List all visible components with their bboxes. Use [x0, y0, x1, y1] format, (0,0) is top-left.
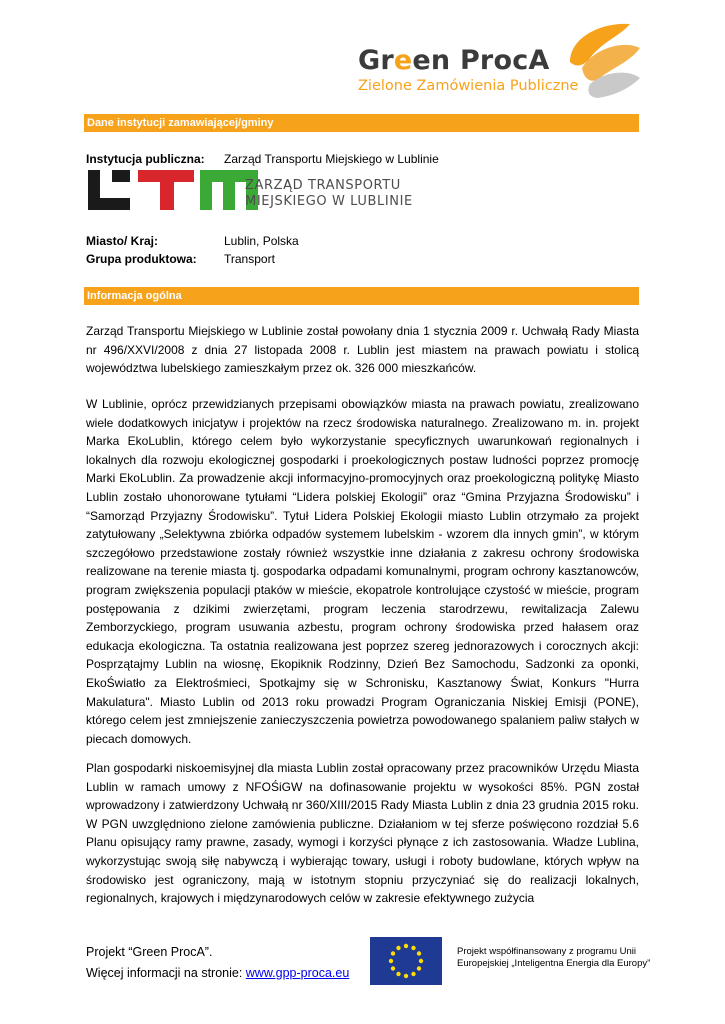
- brand-title: Green ProcA: [358, 45, 550, 76]
- paragraph-2: W Lublinie, oprócz przewidzianych przepisami obowiązków miasta na prawach powiatu, zrealizowano wiele dodatkowych inicjatyw i projektów na rzecz środowiska naturalnego. Zrealizowano m. in. projekt Marka EkoLublin, którego celem było wykorzystanie specyficznych uwarunkowań regionalnych i lokalnych dla rozwoju ekologicznej gospodarki i proekologicznych postaw ludności poprzez promocję Marki EkoLublin. Za prowadzenie akcji informacyjno-promocyjnych oraz proekologiczną politykę Miasto Lublin zostało uhonorowane tytułami “Lidera polskiej Ekologii” oraz “Gmina Przyjazna Środowisku” i “Samorząd Przyjazny Środowisku”. Tytuł Lidera Polskiej Ekologii miasto Lublin otrzymało za projekt zatytułowany „Selektywna zbiórka odpadów systemem lubelskim - wzorem dla innych gmin”, w którym szczegółowo przedstawione zostały również wszystkie inne działania z zakresu ochrony środowiska realizowane na terenie miasta tj. gospodarka odpadami komunalnymi, program ochrony kasztanowców, program zwiększenia populacji ptaków w mieście, ekopatrole kontrolujące czystość w mieście, program postępowania z dzikimi zwierzętami, program leczenia starodrzewu, rewitalizacja Zalewu Zemborzyckiego, program usuwania azbestu, program ochrony środowiska przed hałasem oraz edukacja ekologiczna. Ta ostatnia realizowana jest poprzez szereg jednorazowych i corocznych akcji: Posprzątajmy Lublin na wiosnę, Ekopiknik Rodzinny, Dzień Bez Samochodu, Sadzonki za oponki, EkoŚwiatło za Elektrośmieci, Spotkajmy się w Schronisku, Kasztanowy Świat, Konkurs "Hurra Makulatura". Miasto Lublin od 2013 roku prowadzi Program Ograniczania Niskiej Emisji (PONE), którego celem jest zmniejszenie zanieczyszczenia powietrza powodowanego spalaniem paliw stałych w piecach domowych.: [86, 397, 639, 746]
- footer-link[interactable]: www.gpp-proca.eu: [245, 966, 350, 980]
- paragraph-1: Zarząd Transportu Miejskiego w Lublinie został powołany dnia 1 stycznia 2009 r. Uchwałą Rady Miasta nr 496/XXVI/2008 z dnia 27 listopada 2008 r. Lublin jest miastem na prawach powiatu i stolicą województwa lubelskiego zamieszkałym przez ok. 326 000 mieszkańców.: [86, 324, 639, 376]
- ztm-logo-line1: ZARZĄD TRANSPORTU: [245, 178, 401, 193]
- eu-flag-icon: [370, 937, 442, 985]
- city-value: Lublin, Polska: [224, 234, 299, 248]
- institution-label: Instytucja publiczna:: [86, 152, 205, 166]
- group-label: Grupa produktowa:: [86, 252, 197, 266]
- city-label: Miasto/ Kraj:: [86, 234, 159, 248]
- section-header-institution: Dane instytucji zamawiającej/gminy: [84, 114, 639, 132]
- group-value: Transport: [224, 252, 275, 266]
- city-row: [86, 234, 299, 249]
- brand-block: [358, 46, 578, 94]
- footer-more-info: Więcej informacji na stronie: www.gpp-proca.eu: [86, 966, 350, 980]
- paragraph-3: Plan gospodarki niskoemisyjnej dla miasta Lublin został opracowany przez pracowników Urzędu Miasta Lublin w ramach umowy z NFOŚiGW na dofinasowanie projektu w wysokości 85%. PGN został wprowadzony i zatwierdzony Uchwałą nr 360/XIII/2015 Rady Miasta Lublin z dnia 23 grudnia 2015 roku. W PGN uwzględniono zielone zamówienia publiczne. Działaniom w tej sferze poświęcono rozdział 5.6 Planu opisujący ramy prawne, zasady, wymogi i korzyści płynące z ich zastosowania. Władze Lublina, wykorzystując swoją siłę nabywczą i wybierając towary, usługi i roboty budowlane, których wpływ na środowisko jest ograniczony, mają w istotnym stopniu przyczyniać się do realizacji lokalnych, regionalnych, krajowych i międzynarodowych celów w zakresie efektywnego zużycia: [86, 761, 639, 906]
- footer-project: Projekt “Green ProcA”.: [86, 945, 213, 959]
- footer-left: [86, 942, 349, 984]
- eu-funding-line2: Europejskiej „Inteligentna Energia dla Europy”: [457, 958, 651, 969]
- eu-funding-note: [457, 946, 650, 970]
- institution-value: Zarząd Transportu Miejskiego w Lublinie: [224, 152, 439, 166]
- brand-subtitle: Zielone Zamówienia Publiczne: [358, 78, 579, 94]
- eu-funding-line1: Projekt współfinansowany z programu Unii: [457, 946, 636, 957]
- ztm-logo-line2: MIEJSKIEGO W LUBLINIE: [245, 194, 413, 209]
- group-row: [86, 252, 275, 267]
- ztm-logo-text: [245, 178, 413, 210]
- institution-row: [86, 152, 439, 167]
- section-header-general-info: Informacja ogólna: [84, 287, 639, 305]
